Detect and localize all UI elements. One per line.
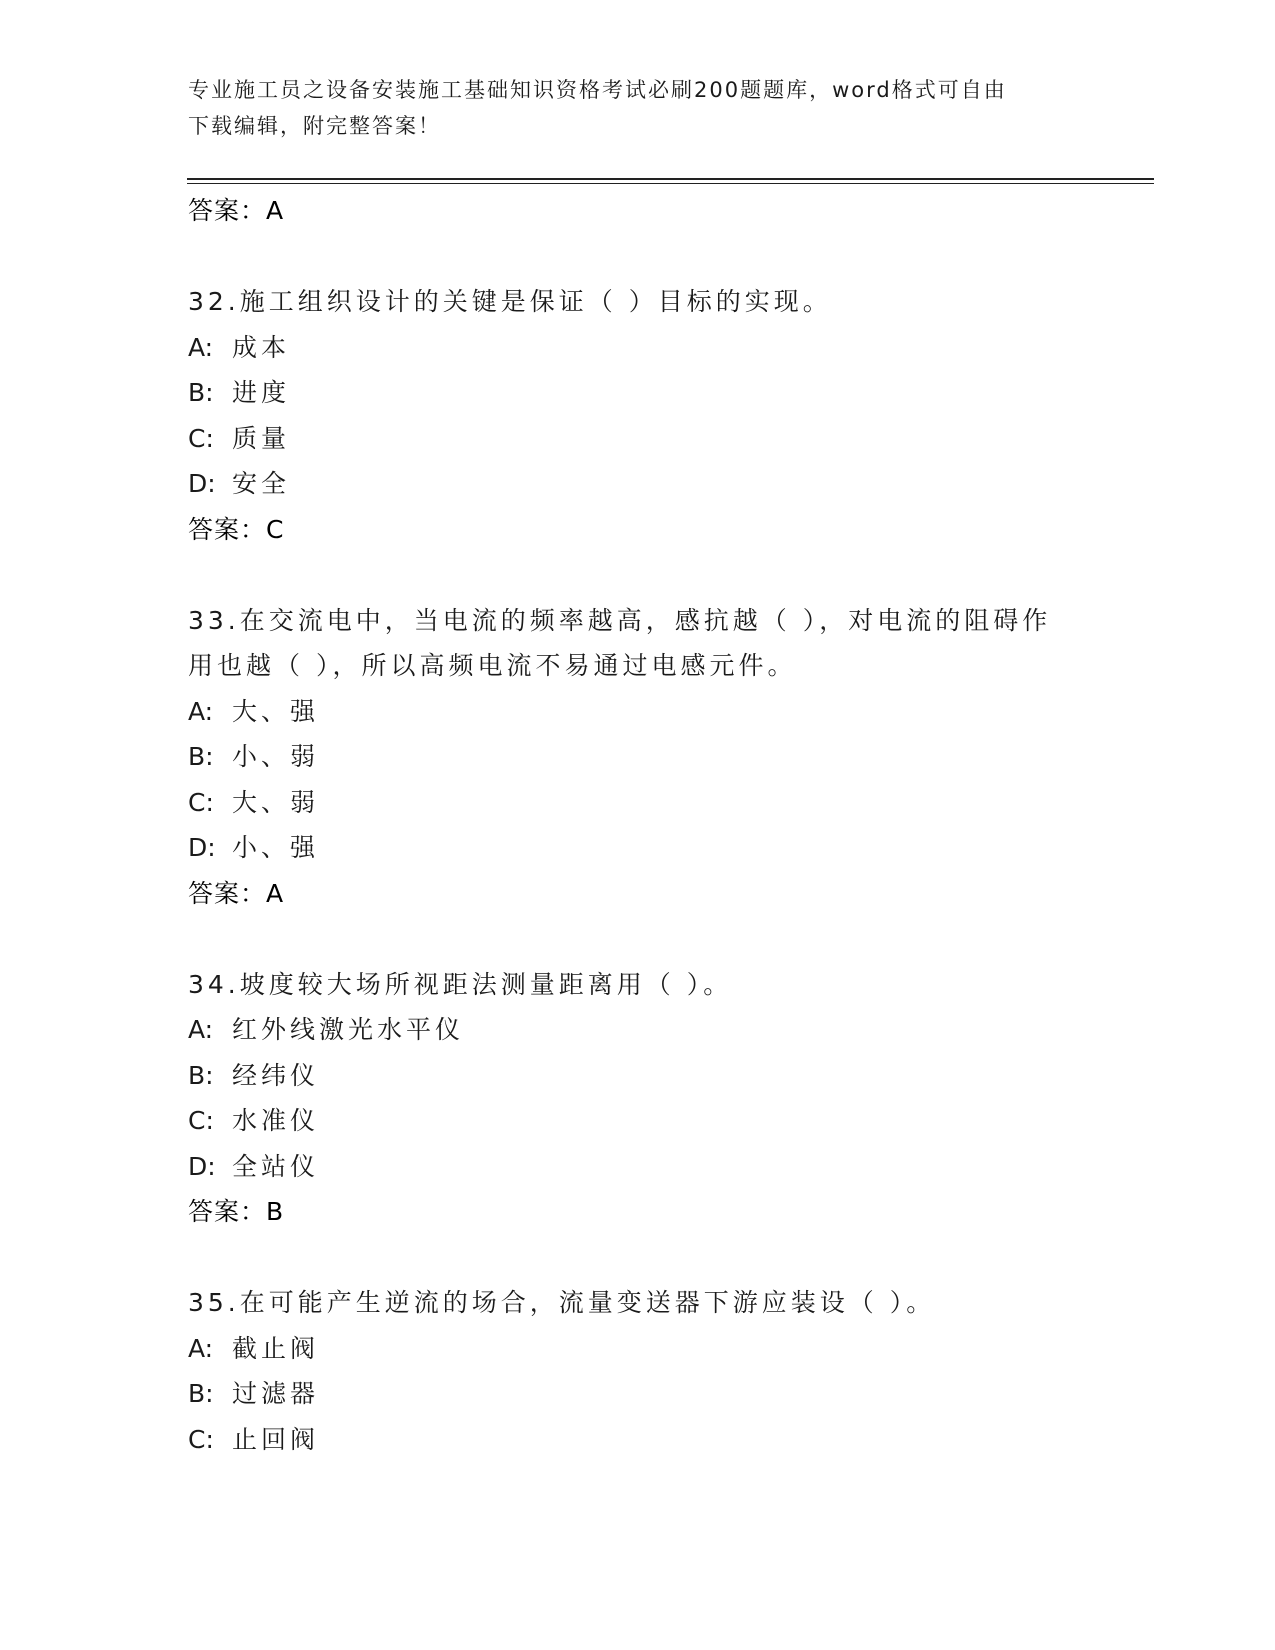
option-a bbox=[188, 1007, 1088, 1053]
question-stem: 35.在可能产生逆流的场合，流量变送器下游应装设（ ）。 bbox=[188, 1288, 936, 1317]
option-key: C: bbox=[188, 423, 214, 453]
option-text: 大、强 bbox=[232, 696, 320, 726]
option-text: 全站仪 bbox=[232, 1151, 320, 1181]
option-text: 红外线激光水平仪 bbox=[232, 1015, 465, 1044]
option-b bbox=[188, 1053, 1088, 1099]
question-answer bbox=[188, 871, 1088, 917]
question-answer bbox=[188, 507, 1088, 553]
option-text: 经纬仪 bbox=[232, 1060, 320, 1090]
option-text: 质量 bbox=[232, 423, 291, 453]
option-a bbox=[188, 325, 1088, 371]
spacer bbox=[188, 916, 1088, 962]
question-stem: 32.施工组织设计的关键是保证（ ）目标的实现。 bbox=[188, 287, 832, 316]
option-c bbox=[188, 1098, 1088, 1144]
option-d bbox=[188, 825, 1088, 871]
answer-label: 答案： bbox=[188, 1197, 267, 1226]
spacer bbox=[188, 234, 1088, 280]
option-key: B: bbox=[188, 1060, 214, 1090]
question-answer bbox=[188, 1189, 1088, 1235]
question-32 bbox=[188, 279, 1088, 552]
option-key: B: bbox=[188, 1379, 214, 1408]
header-rule-thin bbox=[187, 183, 1154, 184]
option-text: 止回阀 bbox=[232, 1424, 320, 1454]
option-key: D: bbox=[188, 1151, 216, 1181]
answer-value: A bbox=[266, 878, 285, 908]
option-b bbox=[188, 734, 1088, 780]
option-text: 过滤器 bbox=[232, 1379, 320, 1408]
question-stem-continued: 用也越（ ），所以高频电流不易通过电感元件。 bbox=[188, 651, 797, 680]
header-rule-thick bbox=[187, 178, 1154, 180]
option-text: 小、强 bbox=[232, 833, 320, 862]
option-c bbox=[188, 1417, 1088, 1463]
question-list bbox=[188, 188, 1088, 1462]
option-text: 截止阀 bbox=[232, 1333, 320, 1363]
option-key: A: bbox=[188, 1333, 214, 1363]
spacer bbox=[188, 1235, 1088, 1281]
answer-value: B bbox=[266, 1197, 285, 1226]
option-a bbox=[188, 1326, 1088, 1372]
option-c bbox=[188, 416, 1088, 462]
option-key: C: bbox=[188, 787, 214, 817]
option-text: 成本 bbox=[232, 332, 291, 362]
option-key: A: bbox=[188, 1015, 214, 1044]
option-text: 大、弱 bbox=[232, 787, 320, 817]
header-line-2: 下载编辑，附完整答案！ bbox=[188, 114, 441, 138]
option-key: A: bbox=[188, 332, 214, 362]
option-b bbox=[188, 370, 1088, 416]
option-text: 小、弱 bbox=[232, 742, 320, 771]
option-key: B: bbox=[188, 742, 214, 771]
question-35 bbox=[188, 1280, 1088, 1462]
answer-label: 答案： bbox=[188, 196, 267, 225]
answer-label: 答案： bbox=[188, 514, 267, 544]
answer-label: 答案： bbox=[188, 878, 267, 908]
option-text: 进度 bbox=[232, 378, 291, 407]
option-key: C: bbox=[188, 1424, 214, 1454]
answer-value: C bbox=[266, 514, 285, 544]
option-key: A: bbox=[188, 696, 214, 726]
option-b bbox=[188, 1371, 1088, 1417]
option-text: 安全 bbox=[232, 469, 291, 498]
spacer bbox=[188, 552, 1088, 598]
document-header bbox=[188, 72, 1088, 144]
option-d bbox=[188, 461, 1088, 507]
answer-value: A bbox=[266, 196, 285, 225]
option-key: D: bbox=[188, 833, 216, 862]
question-stem: 34.坡度较大场所视距法测量距离用（ ）。 bbox=[188, 969, 733, 999]
option-text: 水准仪 bbox=[232, 1106, 320, 1135]
option-key: B: bbox=[188, 378, 214, 407]
option-a bbox=[188, 689, 1088, 735]
option-c bbox=[188, 780, 1088, 826]
question-stem: 33.在交流电中，当电流的频率越高，感抗越（ ），对电流的阻碍作 bbox=[188, 605, 1052, 635]
option-key: C: bbox=[188, 1106, 214, 1135]
question-34 bbox=[188, 962, 1088, 1235]
previous-answer bbox=[188, 188, 1088, 234]
question-33 bbox=[188, 598, 1088, 917]
header-line-1: 专业施工员之设备安装施工基础知识资格考试必刷200题题库，word格式可自由 bbox=[188, 78, 1007, 102]
option-d bbox=[188, 1144, 1088, 1190]
option-key: D: bbox=[188, 469, 216, 498]
